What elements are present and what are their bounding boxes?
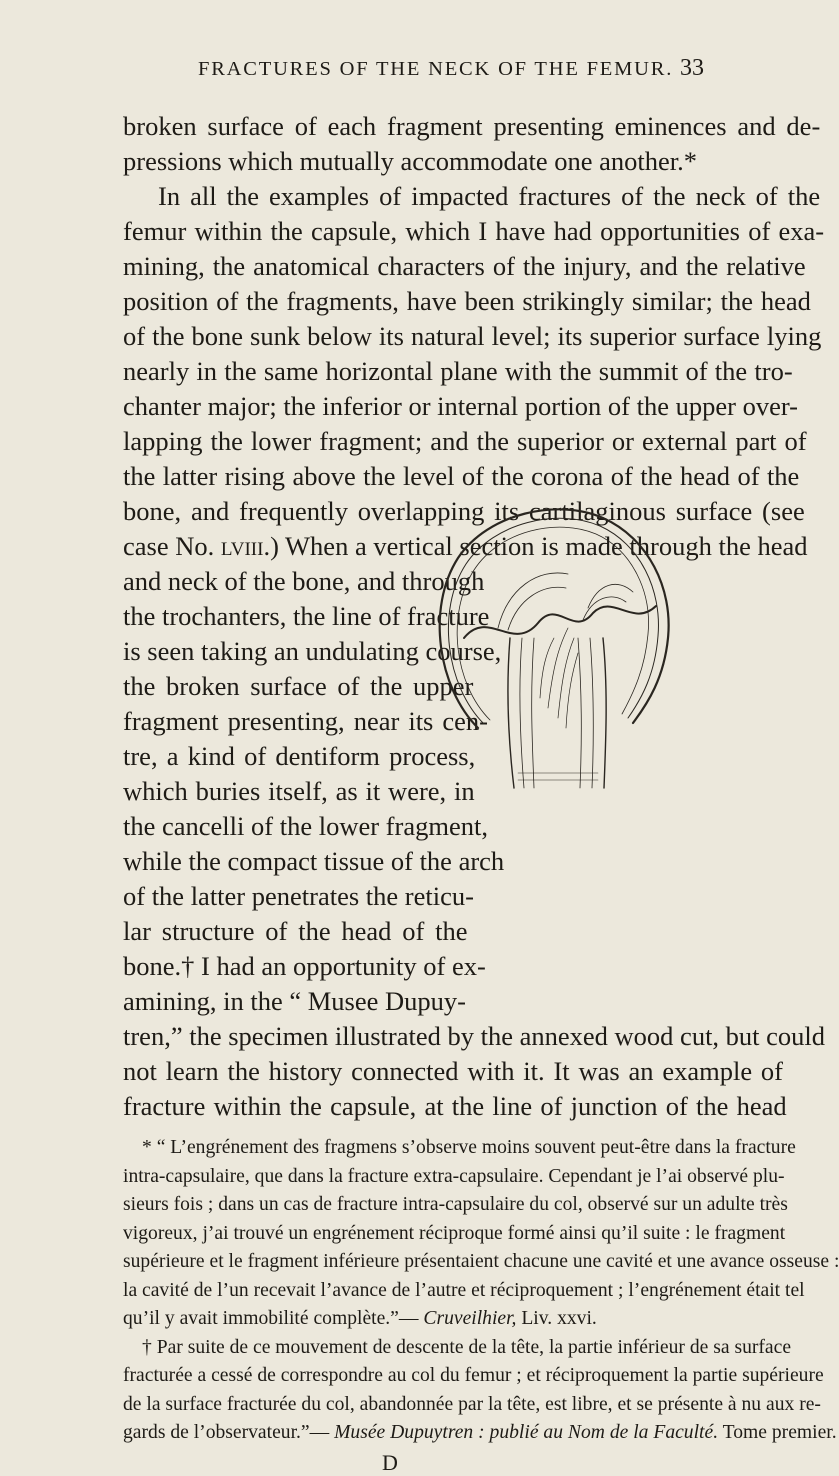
body-line-12: bone, and frequently overlapping its cartilaginous surface (see (123, 496, 805, 526)
body-line-18: fragment presenting, near its cen- (123, 706, 488, 736)
running-title: FRACTURES OF THE NECK OF THE FEMUR. (198, 58, 674, 80)
body-line-8: nearly in the same horizontal plane with the summit of the tro- (123, 356, 793, 386)
footnote-line-6: la cavité de l’un recevait l’avance de l’autre et réciproquement ; l’engrénement était tel (123, 1279, 805, 1301)
body-line-14: and neck of the bone, and through (123, 566, 485, 596)
footnote-line-10: de la surface fracturée du col, abandonnée par la tête, est libre, et se présente à nu aux re- (123, 1393, 821, 1415)
footnote-line-9: fracturée a cessé de correspondre au col du femur ; et réciproquement la partie supérieure (123, 1365, 824, 1386)
footnote-line-11: gards de l’observateur.”— Musée Dupuytren : publié au Nom de la Faculté. Tome premier. (123, 1422, 837, 1443)
body-line-27: tren,” the specimen illustrated by the annexed wood cut, but could (123, 1021, 826, 1051)
footnote-line-1: * “ L’engrénement des fragmens s’observe moins souvent peut-être dans la fracture (142, 1137, 796, 1158)
footnote-line-4: vigoreux, j’ai trouvé un engrénement réciproque formé ainsi qu’il suite : le fragment (123, 1222, 786, 1244)
body-line-2: pressions which mutually accommodate one another.* (123, 146, 698, 176)
body-line-13: case No. lviii.) When a vertical section is made through the head (123, 531, 808, 561)
body-line-16: is seen taking an undulating course, (123, 636, 502, 666)
body-line-21: the cancelli of the lower fragment, (123, 811, 488, 841)
femur-section-woodcut-icon (418, 488, 680, 790)
body-line-26: amining, in the “ Musee Dupuy- (123, 986, 466, 1016)
footnote-line-8: † Par suite de ce mouvement de descente de la tête, la partie inférieur de sa surface (142, 1336, 792, 1358)
footnote-line-3: sieurs fois ; dans un cas de fracture intra-capsulaire du col, observé sur un adulte très (123, 1194, 788, 1215)
body-line-28: not learn the history connected with it. It was an example of (123, 1056, 784, 1086)
footnote-line-7: qu’il y avait immobilité complète.”— Cruveilhier, Liv. xxvi. (123, 1308, 597, 1329)
footnote-line-2: intra-capsulaire, que dans la fracture extra-capsulaire. Cependant je l’ai observé plu- (123, 1165, 785, 1187)
body-line-23: of the latter penetrates the reticu- (123, 881, 474, 911)
body-line-22: while the compact tissue of the arch (123, 846, 505, 876)
body-line-5: mining, the anatomical characters of the injury, and the relative (123, 251, 806, 281)
body-line-9: chanter major; the inferior or internal portion of the upper over- (123, 391, 798, 421)
body-line-24: lar structure of the head of the (123, 916, 468, 946)
body-line-3: In all the examples of impacted fractures of the neck of the (158, 181, 821, 211)
body-line-6: position of the fragments, have been strikingly similar; the head (123, 286, 811, 316)
body-line-25: bone.† I had an opportunity of ex- (123, 951, 486, 981)
body-line-11: the latter rising above the level of the corona of the head of the (123, 461, 800, 491)
body-line-17: the broken surface of the upper (123, 671, 474, 701)
body-line-20: which buries itself, as it were, in (123, 776, 475, 806)
body-line-4: femur within the capsule, which I have had opportunities of exa- (123, 216, 825, 246)
body-line-29: fracture within the capsule, at the line of junction of the head (123, 1091, 787, 1121)
footnote-line-5: supérieure et le fragment inférieure présentaient chacune une cavité et une avance osseuse : (123, 1251, 839, 1272)
body-line-7: of the bone sunk below its natural level; its superior surface lying (123, 321, 822, 351)
page-number: 33 (680, 55, 704, 81)
body-line-15: the trochanters, the line of fracture (123, 601, 490, 631)
body-line-19: tre, a kind of dentiform process, (123, 741, 476, 771)
body-line-1: broken surface of each fragment presenting eminences and de- (123, 111, 821, 141)
body-line-10: lapping the lower fragment; and the superior or external part of (123, 426, 807, 456)
signature-mark: D (382, 1449, 398, 1475)
